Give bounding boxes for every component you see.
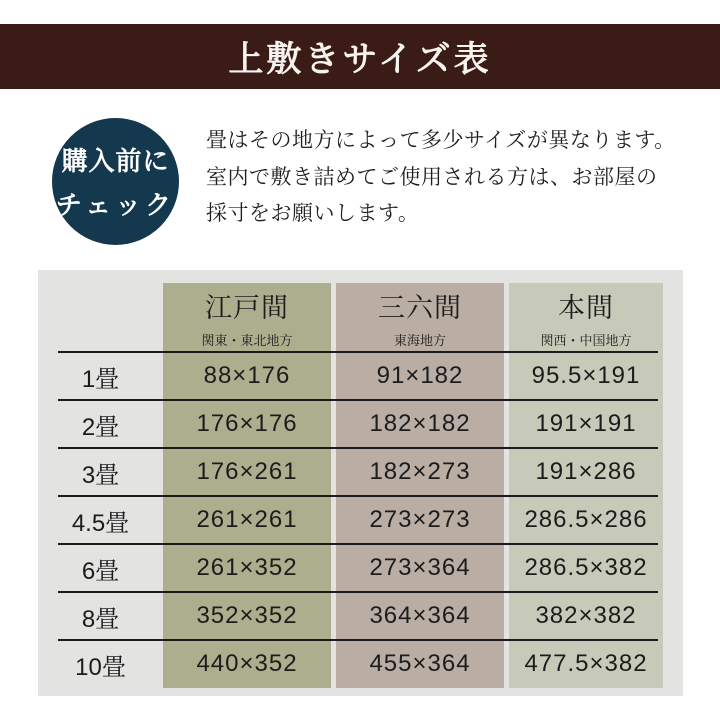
intro-line: 採寸をお願いします。 <box>206 202 420 225</box>
row-divider-line <box>58 591 658 593</box>
table-row <box>38 640 683 688</box>
size-value: 182×273 <box>369 458 471 485</box>
table-row <box>38 352 683 400</box>
page-title: 上敷きサイズ表 <box>228 39 492 79</box>
header-cell-honma <box>509 283 663 352</box>
row-label: 4.5畳 <box>71 509 130 537</box>
row-label-cell <box>38 640 163 688</box>
row-label-cell <box>38 592 163 640</box>
size-cell-honma <box>509 496 663 544</box>
intro-paragraph <box>206 123 708 233</box>
row-divider-line <box>58 399 658 401</box>
table-header-row <box>38 283 683 352</box>
row-divider-line <box>58 447 658 449</box>
size-cell-honma <box>509 400 663 448</box>
table-row <box>38 496 683 544</box>
size-value: 273×364 <box>369 554 471 581</box>
row-divider-line <box>58 543 658 545</box>
row-divider-line <box>58 639 658 641</box>
size-value: 176×176 <box>196 410 298 437</box>
row-label-cell <box>38 352 163 400</box>
badge-text-line1: 購入前に <box>61 146 170 176</box>
badge-text-line2: チェック <box>55 190 176 220</box>
row-label-cell <box>38 544 163 592</box>
title-bar <box>0 24 720 89</box>
size-value: 176×261 <box>196 458 298 485</box>
size-cell-edoma <box>163 592 331 640</box>
column-region: 関西・中国地方 <box>540 333 632 348</box>
table-row <box>38 448 683 496</box>
size-value: 261×261 <box>196 506 298 533</box>
size-cell-sabuma <box>336 544 504 592</box>
column-name: 本間 <box>558 293 614 323</box>
size-value: 182×182 <box>369 410 471 437</box>
size-table <box>38 270 683 696</box>
table-row <box>38 400 683 448</box>
column-name: 三六間 <box>378 293 462 323</box>
size-cell-honma <box>509 448 663 496</box>
check-before-purchase-badge <box>52 118 179 245</box>
intro-line: 室内で敷き詰めてご使用される方は、お部屋の <box>206 165 658 189</box>
table-row <box>38 592 683 640</box>
size-value: 477.5×382 <box>524 650 648 677</box>
size-cell-edoma <box>163 400 331 448</box>
header-cell-edoma <box>163 283 331 352</box>
row-label: 10畳 <box>75 653 126 681</box>
intro-line: 畳はその地方によって多少サイズが異なります。 <box>206 129 676 152</box>
size-cell-sabuma <box>336 448 504 496</box>
size-value: 352×352 <box>196 602 298 629</box>
size-value: 91×182 <box>376 362 464 389</box>
size-value: 286.5×382 <box>524 554 648 581</box>
row-label: 6畳 <box>81 557 120 585</box>
row-label: 3畳 <box>81 461 120 489</box>
size-value: 95.5×191 <box>531 362 641 389</box>
size-cell-edoma <box>163 544 331 592</box>
size-cell-honma <box>509 544 663 592</box>
size-value: 88×176 <box>203 362 291 389</box>
size-value: 273×273 <box>369 506 471 533</box>
column-name: 江戸間 <box>205 293 289 323</box>
row-label-cell <box>38 496 163 544</box>
size-value: 440×352 <box>196 650 298 677</box>
header-empty-cell <box>38 283 163 352</box>
table-row <box>38 544 683 592</box>
size-cell-sabuma <box>336 640 504 688</box>
size-cell-honma <box>509 352 663 400</box>
row-divider-line <box>58 495 658 497</box>
size-cell-sabuma <box>336 352 504 400</box>
header-cell-sabuma <box>336 283 504 352</box>
size-value: 286.5×286 <box>524 506 648 533</box>
column-region: 東海地方 <box>393 333 446 348</box>
size-cell-edoma <box>163 496 331 544</box>
size-cell-honma <box>509 592 663 640</box>
table-rows <box>38 270 683 688</box>
size-cell-edoma <box>163 352 331 400</box>
row-label: 1畳 <box>81 365 120 393</box>
size-value: 455×364 <box>369 650 471 677</box>
size-value: 364×364 <box>369 602 471 629</box>
size-value: 191×286 <box>535 458 637 485</box>
size-cell-sabuma <box>336 592 504 640</box>
size-cell-edoma <box>163 640 331 688</box>
size-cell-sabuma <box>336 400 504 448</box>
row-divider-line <box>58 351 658 353</box>
size-value: 382×382 <box>535 602 637 629</box>
row-label-cell <box>38 400 163 448</box>
size-cell-edoma <box>163 448 331 496</box>
size-value: 261×352 <box>196 554 298 581</box>
row-label: 2畳 <box>81 413 120 441</box>
row-label: 8畳 <box>81 605 120 633</box>
size-value: 191×191 <box>535 410 637 437</box>
column-region: 関東・東北地方 <box>201 333 293 348</box>
row-label-cell <box>38 448 163 496</box>
size-cell-honma <box>509 640 663 688</box>
size-cell-sabuma <box>336 496 504 544</box>
